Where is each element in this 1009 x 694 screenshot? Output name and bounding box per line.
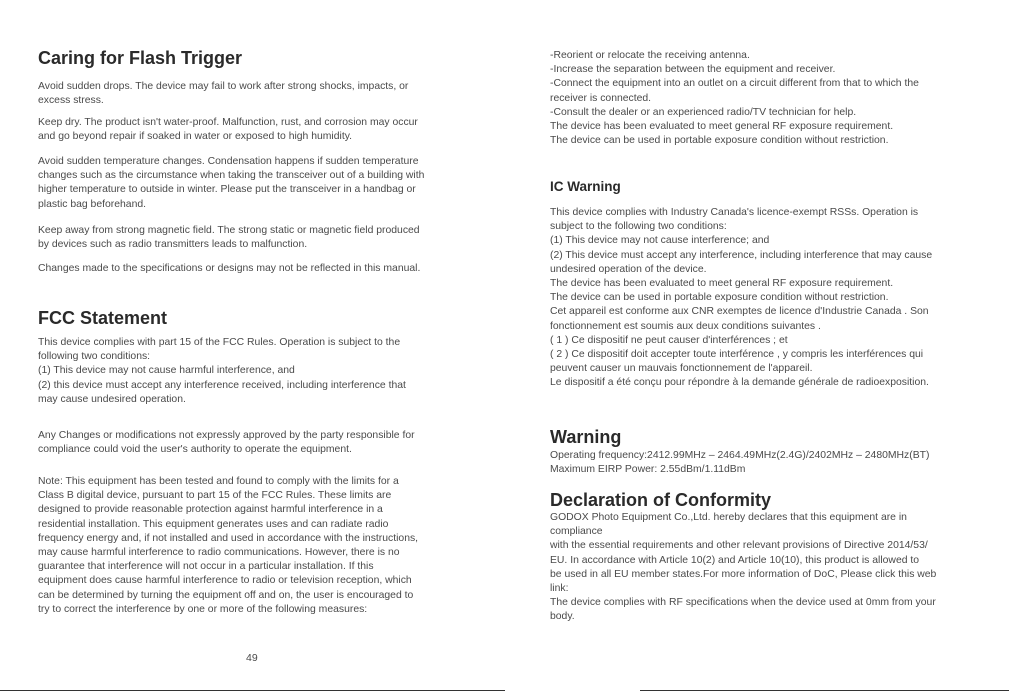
text-line: This device complies with Industry Canada's licence-exempt RSSs. Operation is: [550, 207, 919, 218]
text-line: designed to provide reasonable protection against harmful interference in a: [38, 504, 383, 516]
text-line: Le dispositif a été conçu pour répondre à la demande générale de radioexposition.: [550, 377, 929, 389]
ic-warning-title: IC Warning: [550, 179, 621, 194]
text-line: may cause undesired operation.: [38, 393, 186, 405]
text-line: compliance: [550, 526, 603, 538]
text-line: Maximum EIRP Power: 2.55dBm/1.11dBm: [550, 464, 746, 476]
interference-measures: [550, 49, 919, 148]
text-line: by devices such as radio transmitters leads to malfunction.: [38, 239, 308, 251]
text-line: EU. In accordance with Article 10(2) and Article 10(10), this product is allowed to: [550, 554, 920, 566]
text-line: compliance could void the user's authority to operate the equipment.: [38, 444, 352, 456]
text-line: Cet appareil est conforme aux CNR exemptes de licence d'Industrie Canada . Son: [550, 306, 929, 318]
text-line: The device can be used in portable exposure condition without restriction.: [550, 135, 889, 147]
text-line: ( 1 ) Ce dispositif ne peut causer d'interférences ; et: [550, 334, 788, 346]
fcc-paragraph-modifications: [38, 429, 415, 457]
text-line: Keep away from strong magnetic field. The strong static or magnetic field produced: [38, 225, 420, 236]
text-line: higher temperature to outside in winter. Please put the transceiver in a handbag or: [38, 184, 416, 196]
text-line: ( 2 ) Ce dispositif doit accepter toute interférence , y compris les interférences qui: [550, 349, 924, 361]
text-line: -Connect the equipment into an outlet on a circuit different from that to which the: [550, 78, 919, 90]
text-line: subject to the following two conditions:: [550, 221, 727, 233]
text-line: changes such as the circumstance when taking the transceiver out of a building with: [38, 170, 425, 182]
text-line: Operating frequency:2412.99MHz – 2464.49MHz(2.4G)/2402MHz – 2480MHz(BT): [550, 450, 930, 461]
text-line: try to correct the interference by one or more of the following measures:: [38, 603, 368, 615]
caring-paragraph-changes: [38, 262, 420, 276]
fcc-paragraph-note: [38, 475, 418, 617]
text-line: Class B digital device, pursuant to part 15 of the FCC Rules. These limits are: [38, 490, 392, 502]
text-line: may cause harmful interference to radio communications. However, there is no: [38, 547, 400, 559]
text-line: residential installation. This equipment generates uses and can radiate radio: [38, 518, 389, 530]
bottom-divider-left: [0, 690, 505, 691]
text-line: The device can be used in portable exposure condition without restriction.: [550, 292, 889, 304]
text-line: The device has been evaluated to meet general RF exposure requirement.: [550, 121, 894, 133]
text-line: (2) This device must accept any interference, including interference that may cause: [550, 249, 933, 261]
text-line: body.: [550, 611, 575, 623]
caring-paragraph-dry: [38, 116, 418, 144]
text-line: The device complies with RF specifications when the device used at 0mm from your: [550, 597, 936, 609]
bottom-divider-right: [640, 690, 1009, 691]
text-line: link:: [550, 583, 569, 595]
text-line: frequency energy and, if not installed and used in accordance with the instructions,: [38, 532, 419, 544]
caring-paragraph-drops: [38, 80, 408, 108]
text-line: Avoid sudden drops. The device may fail to work after strong shocks, impacts, or: [38, 81, 409, 92]
caring-paragraph-magnetic: [38, 224, 420, 252]
text-line: -Reorient or relocate the receiving antenna.: [550, 50, 750, 61]
text-line: plastic bag beforehand.: [38, 198, 147, 210]
text-line: (1) This device may not cause interference; and: [550, 235, 770, 247]
text-line: -Increase the separation between the equipment and receiver.: [550, 64, 836, 76]
text-line: peuvent causer un mauvais fonctionnement de l'appareil.: [550, 363, 813, 375]
ic-warning-body: [550, 206, 932, 391]
text-line: Avoid sudden temperature changes. Condensation happens if sudden temperature: [38, 156, 419, 167]
text-line: Keep dry. The product isn't water-proof. Malfunction, rust, and corrosion may occur: [38, 117, 418, 128]
text-line: undesired operation of the device.: [550, 263, 707, 275]
text-line: following two conditions:: [38, 351, 151, 363]
text-line: can be determined by turning the equipment off and on, the user is encouraged to: [38, 589, 414, 601]
declaration-title: Declaration of Conformity: [550, 490, 772, 510]
crop-marks: [512, 688, 622, 694]
text-line: Changes made to the specifications or designs may not be reflected in this manual.: [38, 263, 421, 274]
caring-title: Caring for Flash Trigger: [38, 48, 243, 68]
declaration-body: [550, 511, 936, 625]
text-line: Any Changes or modifications not expressly approved by the party responsible for: [38, 430, 415, 441]
text-line: This device complies with part 15 of the FCC Rules. Operation is subject to the: [38, 337, 401, 348]
fcc-paragraph-conditions: [38, 336, 406, 407]
fcc-title: FCC Statement: [38, 308, 168, 328]
text-line: -Consult the dealer or an experienced radio/TV technician for help.: [550, 106, 857, 118]
text-line: equipment does cause harmful interference to radio or television reception, which: [38, 575, 412, 587]
text-line: The device has been evaluated to meet general RF exposure requirement.: [550, 278, 894, 290]
warning-title: Warning: [550, 427, 622, 447]
text-line: with the essential requirements and other relevant provisions of Directive 2014/53/: [550, 540, 928, 552]
text-line: excess stress.: [38, 95, 104, 107]
warning-body: [550, 449, 929, 477]
text-line: (2) this device must accept any interference received, including interference that: [38, 379, 406, 391]
text-line: GODOX Photo Equipment Co.,Ltd. hereby declares that this equipment are in: [550, 512, 907, 523]
text-line: (1) This device may not cause harmful interference, and: [38, 365, 295, 377]
page-number: 49: [246, 652, 258, 664]
text-line: and go beyond repair if soaked in water or exposed to high humidity.: [38, 131, 353, 143]
text-line: guarantee that interference will not occur in a particular installation. If this: [38, 561, 374, 573]
caring-paragraph-temperature: [38, 155, 424, 212]
text-line: fonctionnement est soumis aux deux conditions suivantes .: [550, 320, 821, 332]
text-line: be used in all EU member states.For more information of DoC, Please click this web: [550, 568, 937, 580]
text-line: Note: This equipment has been tested and found to comply with the limits for a: [38, 476, 399, 487]
text-line: receiver is connected.: [550, 92, 652, 104]
